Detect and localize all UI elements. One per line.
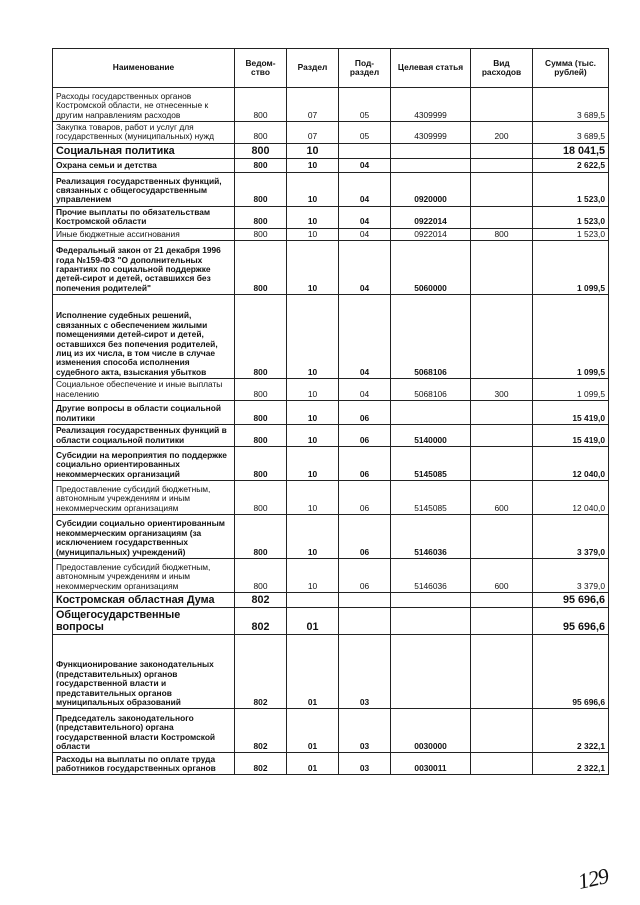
header-sum: Сумма (тыс. рублей) — [533, 49, 609, 88]
cell-section: 01 — [287, 709, 339, 753]
cell-subsection: 05 — [339, 88, 391, 122]
cell-name: Функционирование законодательных (представительных) органов государственной власти и представительных органов муниципальных образований — [53, 635, 235, 709]
cell-target: 0922014 — [391, 228, 471, 240]
cell-exp-type: 200 — [471, 122, 533, 144]
cell-section: 10 — [287, 143, 339, 158]
table-row — [53, 753, 609, 775]
cell-name: Закупка товаров, работ и услуг для государственных (муниципальных) нужд — [53, 122, 235, 144]
cell-exp-type — [471, 515, 533, 559]
cell-target — [391, 635, 471, 709]
table-row — [53, 608, 609, 635]
cell-sum: 3 379,0 — [533, 559, 609, 593]
header-section: Раздел — [287, 49, 339, 88]
cell-subsection: 04 — [339, 206, 391, 228]
cell-target: 4309999 — [391, 122, 471, 144]
cell-subsection: 04 — [339, 228, 391, 240]
cell-sum: 95 696,6 — [533, 608, 609, 635]
table-row — [53, 379, 609, 401]
cell-exp-type — [471, 143, 533, 158]
cell-sum: 1 523,0 — [533, 172, 609, 206]
cell-sum: 95 696,6 — [533, 593, 609, 608]
cell-name: Предоставление субсидий бюджетным, автономным учреждениям и иным некоммерческим организациям — [53, 481, 235, 515]
cell-name: Реализация государственных функций, связанных с общегосударственным управлением — [53, 172, 235, 206]
cell-sum: 2 622,5 — [533, 158, 609, 172]
cell-section: 10 — [287, 425, 339, 447]
cell-sum: 1 099,5 — [533, 241, 609, 295]
cell-name: Охрана семьи и детства — [53, 158, 235, 172]
header-subsection: Под-раздел — [339, 49, 391, 88]
cell-subsection — [339, 593, 391, 608]
cell-dept: 802 — [235, 753, 287, 775]
cell-target — [391, 158, 471, 172]
cell-section: 07 — [287, 122, 339, 144]
cell-section: 10 — [287, 172, 339, 206]
cell-section — [287, 593, 339, 608]
cell-target: 0922014 — [391, 206, 471, 228]
cell-exp-type: 600 — [471, 481, 533, 515]
cell-sum: 3 689,5 — [533, 122, 609, 144]
cell-name: Субсидии социально ориентированным некоммерческим организациям (за исключением государственных (муниципальных) учреждений) — [53, 515, 235, 559]
cell-exp-type: 600 — [471, 559, 533, 593]
cell-dept: 800 — [235, 228, 287, 240]
table-row — [53, 515, 609, 559]
cell-sum: 1 523,0 — [533, 228, 609, 240]
table-row — [53, 709, 609, 753]
header-name: Наименование — [53, 49, 235, 88]
cell-dept: 800 — [235, 158, 287, 172]
cell-name: Общегосударственные вопросы — [53, 608, 235, 635]
cell-target — [391, 143, 471, 158]
table-row — [53, 593, 609, 608]
cell-exp-type — [471, 401, 533, 425]
cell-subsection: 03 — [339, 753, 391, 775]
cell-subsection: 04 — [339, 295, 391, 379]
cell-sum: 2 322,1 — [533, 753, 609, 775]
cell-subsection: 06 — [339, 401, 391, 425]
cell-section: 10 — [287, 228, 339, 240]
cell-exp-type — [471, 593, 533, 608]
cell-name: Прочие выплаты по обязательствам Костромской области — [53, 206, 235, 228]
cell-name: Федеральный закон от 21 декабря 1996 года №159-ФЗ "О дополнительных гарантиях по социальной поддержке детей-сирот и детей, оставшихся без попечения родителей" — [53, 241, 235, 295]
cell-dept: 802 — [235, 635, 287, 709]
cell-sum: 18 041,5 — [533, 143, 609, 158]
cell-sum: 12 040,0 — [533, 447, 609, 481]
cell-sum: 1 099,5 — [533, 379, 609, 401]
table-row — [53, 241, 609, 295]
cell-name: Реализация государственных функций в области социальной политики — [53, 425, 235, 447]
cell-name: Социальная политика — [53, 143, 235, 158]
cell-target: 5145085 — [391, 481, 471, 515]
cell-dept: 800 — [235, 295, 287, 379]
cell-subsection — [339, 608, 391, 635]
cell-section: 01 — [287, 608, 339, 635]
cell-dept: 802 — [235, 593, 287, 608]
cell-target: 0920000 — [391, 172, 471, 206]
cell-subsection: 03 — [339, 709, 391, 753]
cell-dept: 800 — [235, 559, 287, 593]
cell-section: 10 — [287, 481, 339, 515]
cell-exp-type — [471, 88, 533, 122]
header-exp-type: Вид расходов — [471, 49, 533, 88]
cell-exp-type: 800 — [471, 228, 533, 240]
cell-subsection: 06 — [339, 425, 391, 447]
cell-sum: 2 322,1 — [533, 709, 609, 753]
header-target: Целевая статья — [391, 49, 471, 88]
cell-exp-type — [471, 295, 533, 379]
cell-dept: 802 — [235, 709, 287, 753]
cell-subsection: 04 — [339, 241, 391, 295]
cell-section: 10 — [287, 401, 339, 425]
cell-exp-type — [471, 206, 533, 228]
table-row — [53, 401, 609, 425]
cell-exp-type — [471, 425, 533, 447]
table-row — [53, 122, 609, 144]
header-row — [53, 49, 609, 88]
cell-target: 5060000 — [391, 241, 471, 295]
cell-subsection — [339, 143, 391, 158]
cell-dept: 800 — [235, 143, 287, 158]
cell-section: 07 — [287, 88, 339, 122]
table-row — [53, 158, 609, 172]
table-row — [53, 559, 609, 593]
cell-exp-type — [471, 158, 533, 172]
cell-section: 10 — [287, 295, 339, 379]
table-row — [53, 172, 609, 206]
cell-dept: 800 — [235, 241, 287, 295]
budget-table — [52, 48, 609, 775]
cell-dept: 800 — [235, 88, 287, 122]
header-dept: Ведом-ство — [235, 49, 287, 88]
cell-target — [391, 401, 471, 425]
cell-target: 5068106 — [391, 295, 471, 379]
cell-subsection: 03 — [339, 635, 391, 709]
cell-section: 10 — [287, 206, 339, 228]
page-number: 129 — [575, 863, 611, 894]
table-row — [53, 88, 609, 122]
cell-subsection: 04 — [339, 158, 391, 172]
cell-dept: 800 — [235, 206, 287, 228]
cell-sum: 12 040,0 — [533, 481, 609, 515]
table-row — [53, 425, 609, 447]
table-row — [53, 143, 609, 158]
cell-sum: 3 379,0 — [533, 515, 609, 559]
cell-target: 4309999 — [391, 88, 471, 122]
cell-exp-type — [471, 447, 533, 481]
cell-name: Председатель законодательного (представительного) органа государственной власти Костромской области — [53, 709, 235, 753]
cell-subsection: 04 — [339, 172, 391, 206]
cell-subsection: 06 — [339, 447, 391, 481]
cell-name: Костромская областная Дума — [53, 593, 235, 608]
cell-section: 10 — [287, 515, 339, 559]
cell-target: 0030000 — [391, 709, 471, 753]
cell-target: 5140000 — [391, 425, 471, 447]
cell-exp-type — [471, 241, 533, 295]
cell-section: 01 — [287, 753, 339, 775]
cell-dept: 800 — [235, 122, 287, 144]
cell-sum: 15 419,0 — [533, 425, 609, 447]
cell-dept: 800 — [235, 515, 287, 559]
cell-target — [391, 593, 471, 608]
cell-dept: 800 — [235, 481, 287, 515]
cell-target: 0030011 — [391, 753, 471, 775]
cell-subsection: 06 — [339, 559, 391, 593]
cell-name: Социальное обеспечение и иные выплаты населению — [53, 379, 235, 401]
cell-name: Предоставление субсидий бюджетным, автономным учреждениям и иным некоммерческим организациям — [53, 559, 235, 593]
cell-exp-type — [471, 753, 533, 775]
cell-sum: 95 696,6 — [533, 635, 609, 709]
cell-exp-type — [471, 635, 533, 709]
cell-exp-type — [471, 172, 533, 206]
cell-section: 01 — [287, 635, 339, 709]
cell-section: 10 — [287, 447, 339, 481]
cell-subsection: 06 — [339, 481, 391, 515]
cell-section: 10 — [287, 379, 339, 401]
cell-target — [391, 608, 471, 635]
cell-section: 10 — [287, 559, 339, 593]
cell-sum: 3 689,5 — [533, 88, 609, 122]
cell-target: 5146036 — [391, 515, 471, 559]
table-row — [53, 228, 609, 240]
cell-sum: 1 523,0 — [533, 206, 609, 228]
cell-name: Субсидии на мероприятия по поддержке социально ориентированных некоммерческих организаций — [53, 447, 235, 481]
cell-exp-type: 300 — [471, 379, 533, 401]
cell-target: 5145085 — [391, 447, 471, 481]
table-row — [53, 206, 609, 228]
cell-dept: 800 — [235, 425, 287, 447]
cell-dept: 800 — [235, 401, 287, 425]
cell-subsection: 04 — [339, 379, 391, 401]
cell-target: 5068106 — [391, 379, 471, 401]
table-row — [53, 295, 609, 379]
cell-dept: 800 — [235, 172, 287, 206]
table-row — [53, 447, 609, 481]
cell-sum: 15 419,0 — [533, 401, 609, 425]
table-row — [53, 635, 609, 709]
cell-section: 10 — [287, 241, 339, 295]
cell-dept: 800 — [235, 379, 287, 401]
cell-subsection: 06 — [339, 515, 391, 559]
cell-name: Расходы государственных органов Костромской области, не отнесенные к другим направлениям расходов — [53, 88, 235, 122]
cell-subsection: 05 — [339, 122, 391, 144]
cell-exp-type — [471, 608, 533, 635]
table-row — [53, 481, 609, 515]
cell-name: Другие вопросы в области социальной политики — [53, 401, 235, 425]
cell-exp-type — [471, 709, 533, 753]
cell-name: Иные бюджетные ассигнования — [53, 228, 235, 240]
cell-target: 5146036 — [391, 559, 471, 593]
cell-name: Исполнение судебных решений, связанных с обеспечением жилыми помещениями детей-сирот и детей, оставшихся без попечения родителей, лиц из их числа, в том числе в случае изменения способа исполнения судебного акта, взыскания убытков — [53, 295, 235, 379]
cell-dept: 802 — [235, 608, 287, 635]
cell-name: Расходы на выплаты по оплате труда работников государственных органов — [53, 753, 235, 775]
cell-sum: 1 099,5 — [533, 295, 609, 379]
cell-dept: 800 — [235, 447, 287, 481]
cell-section: 10 — [287, 158, 339, 172]
